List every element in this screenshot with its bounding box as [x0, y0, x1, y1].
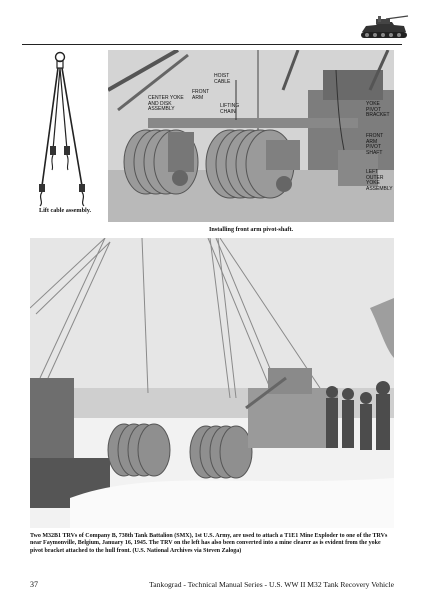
left-outer-yoke-label: LEFT OUTER YOKE ASSEMBLY	[366, 169, 393, 192]
center-yoke-label: CENTER YOKE AND DISK ASSEMBLY	[148, 95, 184, 113]
trv-winter-photo	[30, 238, 394, 528]
tank-silhouette-icon	[356, 14, 410, 42]
lift-cable-caption: Lift cable assembly.	[38, 207, 92, 214]
pivot-shaft-photo	[108, 50, 394, 222]
lifting-chain-label: LIFTING CHAIN	[220, 103, 240, 115]
page-number: 37	[30, 580, 38, 589]
pivot-shaft-caption: Installing front arm pivot-shaft.	[208, 226, 294, 233]
front-arm-pivot-shaft-label: FRONT ARM PIVOT SHAFT	[366, 133, 384, 156]
trv-photo-caption: Two M32B1 TRVs of Company B, 738th Tank Battalion (SMX), 1st U.S. Army, are used to attach a T1E1 Mine Exploder to one of the TRVs near Faymonville, Belgium, January 16, 1945. The TRV on the left has also been converted into a mine clearer as is evident from the yoke pivot bracket attached to the hull front. (U.S. National Archives via Steven Zaloga)	[30, 533, 388, 554]
hoist-cable-label: HOIST CABLE	[214, 73, 231, 85]
header-rule	[22, 44, 402, 45]
yoke-pivot-bracket-label: YOKE PIVOT BRACKET	[366, 101, 390, 119]
front-arm-label: FRONT ARM	[192, 89, 210, 101]
footer-title: Tankograd - Technical Manual Series - U.S. WW II M32 Tank Recovery Vehicle	[149, 580, 394, 589]
lift-cable-drawing	[22, 50, 112, 210]
